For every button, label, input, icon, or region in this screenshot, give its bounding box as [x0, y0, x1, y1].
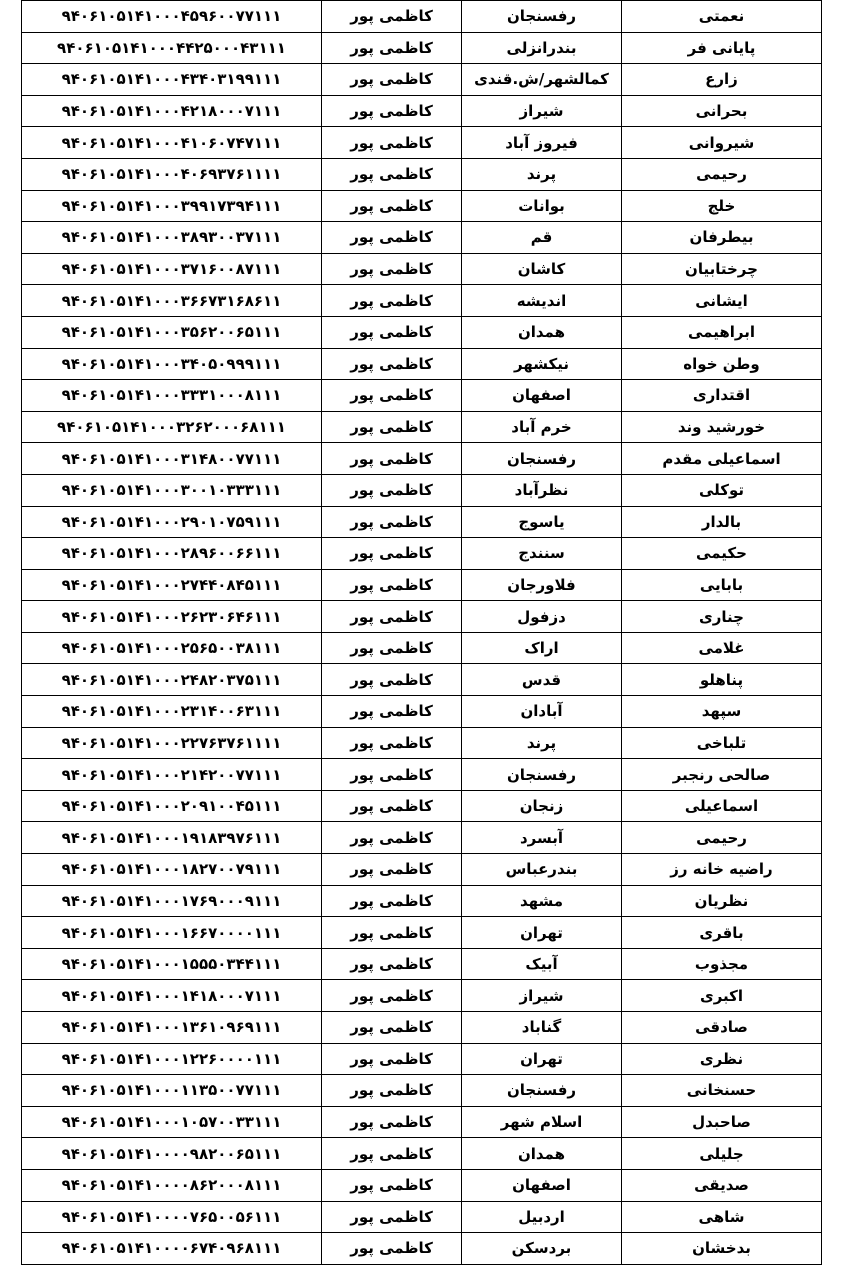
- table-row: [22, 316, 822, 348]
- name-cell: اکبری: [622, 980, 822, 1012]
- name-cell: نظریان: [622, 885, 822, 917]
- code-cell: ۹۴۰۶۱۰۵۱۴۱۰۰۰۴۲۱۸۰۰۰۷۱۱۱: [22, 95, 322, 127]
- table-row: [22, 632, 822, 664]
- city-cell: قدس: [462, 664, 622, 696]
- code-cell: ۹۴۰۶۱۰۵۱۴۱۰۰۰۲۱۴۲۰۰۷۷۱۱۱: [22, 759, 322, 791]
- surname-cell: کاظمی پور: [322, 158, 462, 190]
- surname-cell: کاظمی پور: [322, 1201, 462, 1233]
- table-row: [22, 854, 822, 886]
- surname-cell: کاظمی پور: [322, 32, 462, 64]
- surname-cell: کاظمی پور: [322, 1075, 462, 1107]
- table-row: [22, 1075, 822, 1107]
- table-row: [22, 348, 822, 380]
- surname-cell: کاظمی پور: [322, 316, 462, 348]
- code-cell: ۹۴۰۶۱۰۵۱۴۱۰۰۰۴۴۲۵۰۰۰۴۳۱۱۱: [22, 32, 322, 64]
- table-row: [22, 1, 822, 33]
- table-row: [22, 32, 822, 64]
- city-cell: آبسرد: [462, 822, 622, 854]
- table-row: [22, 222, 822, 254]
- surname-cell: کاظمی پور: [322, 790, 462, 822]
- document-sheet: [22, 0, 822, 1265]
- code-cell: ۹۴۰۶۱۰۵۱۴۱۰۰۰۴۰۶۹۳۷۶۱۱۱۱: [22, 158, 322, 190]
- code-cell: ۹۴۰۶۱۰۵۱۴۱۰۰۰۳۷۱۶۰۰۸۷۱۱۱: [22, 253, 322, 285]
- table-row: [22, 253, 822, 285]
- code-cell: ۹۴۰۶۱۰۵۱۴۱۰۰۰۳۰۰۱۰۳۳۳۱۱۱: [22, 474, 322, 506]
- surname-cell: کاظمی پور: [322, 759, 462, 791]
- table-row: [22, 380, 822, 412]
- table-row: [22, 1169, 822, 1201]
- code-cell: ۹۴۰۶۱۰۵۱۴۱۰۰۰۱۲۲۶۰۰۰۰۱۱۱: [22, 1043, 322, 1075]
- city-cell: زنجان: [462, 790, 622, 822]
- table-row: [22, 443, 822, 475]
- code-cell: ۹۴۰۶۱۰۵۱۴۱۰۰۰۲۵۶۵۰۰۳۸۱۱۱: [22, 632, 322, 664]
- surname-cell: کاظمی پور: [322, 1012, 462, 1044]
- surname-cell: کاظمی پور: [322, 411, 462, 443]
- name-cell: رحیمی: [622, 822, 822, 854]
- code-cell: ۹۴۰۶۱۰۵۱۴۱۰۰۰۱۷۶۹۰۰۰۹۱۱۱: [22, 885, 322, 917]
- city-cell: قم: [462, 222, 622, 254]
- surname-cell: کاظمی پور: [322, 506, 462, 538]
- surname-cell: کاظمی پور: [322, 1233, 462, 1265]
- surname-cell: کاظمی پور: [322, 664, 462, 696]
- city-cell: فیروز آباد: [462, 127, 622, 159]
- city-cell: آبیک: [462, 948, 622, 980]
- table-row: [22, 822, 822, 854]
- name-cell: باقری: [622, 917, 822, 949]
- city-cell: همدان: [462, 1138, 622, 1170]
- code-cell: ۹۴۰۶۱۰۵۱۴۱۰۰۰۲۶۲۳۰۶۴۶۱۱۱: [22, 601, 322, 633]
- city-cell: خرم آباد: [462, 411, 622, 443]
- surname-cell: کاظمی پور: [322, 854, 462, 886]
- code-cell: ۹۴۰۶۱۰۵۱۴۱۰۰۰۱۱۳۵۰۰۷۷۱۱۱: [22, 1075, 322, 1107]
- records-table: [21, 0, 822, 1265]
- code-cell: ۹۴۰۶۱۰۵۱۴۱۰۰۰۲۴۸۲۰۳۷۵۱۱۱: [22, 664, 322, 696]
- name-cell: غلامی: [622, 632, 822, 664]
- code-cell: ۹۴۰۶۱۰۵۱۴۱۰۰۰۳۴۰۵۰۹۹۹۱۱۱: [22, 348, 322, 380]
- name-cell: بیطرفان: [622, 222, 822, 254]
- name-cell: صاحبدل: [622, 1106, 822, 1138]
- table-row: [22, 790, 822, 822]
- surname-cell: کاظمی پور: [322, 348, 462, 380]
- city-cell: تهران: [462, 917, 622, 949]
- name-cell: بدخشان: [622, 1233, 822, 1265]
- table-row: [22, 1233, 822, 1265]
- code-cell: ۹۴۰۶۱۰۵۱۴۱۰۰۰۱۸۲۷۰۰۷۹۱۱۱: [22, 854, 322, 886]
- table-row: [22, 1012, 822, 1044]
- city-cell: رفسنجان: [462, 1, 622, 33]
- name-cell: صادقی: [622, 1012, 822, 1044]
- name-cell: بالدار: [622, 506, 822, 538]
- code-cell: ۹۴۰۶۱۰۵۱۴۱۰۰۰۲۸۹۶۰۰۶۶۱۱۱: [22, 538, 322, 570]
- code-cell: ۹۴۰۶۱۰۵۱۴۱۰۰۰۰۹۸۲۰۰۶۵۱۱۱: [22, 1138, 322, 1170]
- records-table-body: [22, 1, 822, 1265]
- city-cell: نیکشهر: [462, 348, 622, 380]
- table-row: [22, 190, 822, 222]
- table-row: [22, 664, 822, 696]
- table-row: [22, 158, 822, 190]
- surname-cell: کاظمی پور: [322, 1106, 462, 1138]
- name-cell: حسنخانی: [622, 1075, 822, 1107]
- surname-cell: کاظمی پور: [322, 917, 462, 949]
- code-cell: ۹۴۰۶۱۰۵۱۴۱۰۰۰۳۸۹۳۰۰۳۷۱۱۱: [22, 222, 322, 254]
- city-cell: کاشان: [462, 253, 622, 285]
- table-row: [22, 1138, 822, 1170]
- city-cell: گناباد: [462, 1012, 622, 1044]
- code-cell: ۹۴۰۶۱۰۵۱۴۱۰۰۰۳۱۴۸۰۰۷۷۱۱۱: [22, 443, 322, 475]
- table-row: [22, 1201, 822, 1233]
- name-cell: رحیمی: [622, 158, 822, 190]
- city-cell: مشهد: [462, 885, 622, 917]
- name-cell: صدیقی: [622, 1169, 822, 1201]
- surname-cell: کاظمی پور: [322, 443, 462, 475]
- name-cell: نظری: [622, 1043, 822, 1075]
- surname-cell: کاظمی پور: [322, 253, 462, 285]
- city-cell: شیراز: [462, 95, 622, 127]
- city-cell: رفسنجان: [462, 443, 622, 475]
- name-cell: جلیلی: [622, 1138, 822, 1170]
- surname-cell: کاظمی پور: [322, 632, 462, 664]
- name-cell: اسماعیلی: [622, 790, 822, 822]
- name-cell: بحرانی: [622, 95, 822, 127]
- code-cell: ۹۴۰۶۱۰۵۱۴۱۰۰۰۴۵۹۶۰۰۷۷۱۱۱: [22, 1, 322, 33]
- name-cell: سپهد: [622, 696, 822, 728]
- surname-cell: کاظمی پور: [322, 948, 462, 980]
- table-row: [22, 538, 822, 570]
- city-cell: پرند: [462, 727, 622, 759]
- table-row: [22, 285, 822, 317]
- table-row: [22, 506, 822, 538]
- table-row: [22, 601, 822, 633]
- city-cell: آبادان: [462, 696, 622, 728]
- city-cell: شیراز: [462, 980, 622, 1012]
- table-row: [22, 569, 822, 601]
- city-cell: کمالشهر/ش.قندی: [462, 64, 622, 96]
- code-cell: ۹۴۰۶۱۰۵۱۴۱۰۰۰۰۶۷۴۰۹۶۸۱۱۱: [22, 1233, 322, 1265]
- code-cell: ۹۴۰۶۱۰۵۱۴۱۰۰۰۱۰۵۷۰۰۳۳۱۱۱: [22, 1106, 322, 1138]
- surname-cell: کاظمی پور: [322, 822, 462, 854]
- surname-cell: کاظمی پور: [322, 980, 462, 1012]
- table-row: [22, 727, 822, 759]
- table-row: [22, 474, 822, 506]
- name-cell: تلباخی: [622, 727, 822, 759]
- name-cell: ایشانی: [622, 285, 822, 317]
- surname-cell: کاظمی پور: [322, 1043, 462, 1075]
- city-cell: بردسکن: [462, 1233, 622, 1265]
- code-cell: ۹۴۰۶۱۰۵۱۴۱۰۰۰۳۵۶۲۰۰۶۵۱۱۱: [22, 316, 322, 348]
- code-cell: ۹۴۰۶۱۰۵۱۴۱۰۰۰۰۸۶۲۰۰۰۸۱۱۱: [22, 1169, 322, 1201]
- name-cell: مجذوب: [622, 948, 822, 980]
- surname-cell: کاظمی پور: [322, 538, 462, 570]
- code-cell: ۹۴۰۶۱۰۵۱۴۱۰۰۰۳۹۹۱۷۳۹۴۱۱۱: [22, 190, 322, 222]
- city-cell: رفسنجان: [462, 759, 622, 791]
- city-cell: بوانات: [462, 190, 622, 222]
- surname-cell: کاظمی پور: [322, 885, 462, 917]
- name-cell: اسماعیلی مقدم: [622, 443, 822, 475]
- code-cell: ۹۴۰۶۱۰۵۱۴۱۰۰۰۲۷۴۴۰۸۴۵۱۱۱: [22, 569, 322, 601]
- name-cell: پایانی فر: [622, 32, 822, 64]
- table-row: [22, 1106, 822, 1138]
- surname-cell: کاظمی پور: [322, 222, 462, 254]
- city-cell: نظرآباد: [462, 474, 622, 506]
- surname-cell: کاظمی پور: [322, 1169, 462, 1201]
- name-cell: وطن خواه: [622, 348, 822, 380]
- code-cell: ۹۴۰۶۱۰۵۱۴۱۰۰۰۳۳۳۱۰۰۰۸۱۱۱: [22, 380, 322, 412]
- name-cell: شاهی: [622, 1201, 822, 1233]
- surname-cell: کاظمی پور: [322, 190, 462, 222]
- name-cell: اقتداری: [622, 380, 822, 412]
- table-row: [22, 95, 822, 127]
- table-row: [22, 411, 822, 443]
- surname-cell: کاظمی پور: [322, 727, 462, 759]
- code-cell: ۹۴۰۶۱۰۵۱۴۱۰۰۰۲۳۱۴۰۰۶۳۱۱۱: [22, 696, 322, 728]
- city-cell: اردبیل: [462, 1201, 622, 1233]
- name-cell: حکیمی: [622, 538, 822, 570]
- surname-cell: کاظمی پور: [322, 127, 462, 159]
- table-row: [22, 948, 822, 980]
- name-cell: خلج: [622, 190, 822, 222]
- code-cell: ۹۴۰۶۱۰۵۱۴۱۰۰۰۲۹۰۱۰۷۵۹۱۱۱: [22, 506, 322, 538]
- name-cell: چناری: [622, 601, 822, 633]
- table-row: [22, 980, 822, 1012]
- code-cell: ۹۴۰۶۱۰۵۱۴۱۰۰۰۳۶۶۷۳۱۶۸۶۱۱: [22, 285, 322, 317]
- code-cell: ۹۴۰۶۱۰۵۱۴۱۰۰۰۲۲۷۶۳۷۶۱۱۱۱: [22, 727, 322, 759]
- city-cell: یاسوج: [462, 506, 622, 538]
- name-cell: نعمتی: [622, 1, 822, 33]
- city-cell: تهران: [462, 1043, 622, 1075]
- table-row: [22, 759, 822, 791]
- city-cell: اصفهان: [462, 1169, 622, 1201]
- table-row: [22, 127, 822, 159]
- code-cell: ۹۴۰۶۱۰۵۱۴۱۰۰۰۱۹۱۸۳۹۷۶۱۱۱: [22, 822, 322, 854]
- table-row: [22, 696, 822, 728]
- name-cell: خورشید وند: [622, 411, 822, 443]
- city-cell: پرند: [462, 158, 622, 190]
- name-cell: بابایی: [622, 569, 822, 601]
- surname-cell: کاظمی پور: [322, 64, 462, 96]
- code-cell: ۹۴۰۶۱۰۵۱۴۱۰۰۰۰۷۶۵۰۰۵۶۱۱۱: [22, 1201, 322, 1233]
- city-cell: اندیشه: [462, 285, 622, 317]
- city-cell: اراک: [462, 632, 622, 664]
- table-row: [22, 64, 822, 96]
- code-cell: ۹۴۰۶۱۰۵۱۴۱۰۰۰۱۶۶۷۰۰۰۰۱۱۱: [22, 917, 322, 949]
- table-row: [22, 885, 822, 917]
- city-cell: بندرعباس: [462, 854, 622, 886]
- surname-cell: کاظمی پور: [322, 95, 462, 127]
- surname-cell: کاظمی پور: [322, 474, 462, 506]
- code-cell: ۹۴۰۶۱۰۵۱۴۱۰۰۰۴۱۰۶۰۷۴۷۱۱۱: [22, 127, 322, 159]
- city-cell: دزفول: [462, 601, 622, 633]
- name-cell: توکلی: [622, 474, 822, 506]
- name-cell: ابراهیمی: [622, 316, 822, 348]
- surname-cell: کاظمی پور: [322, 285, 462, 317]
- surname-cell: کاظمی پور: [322, 601, 462, 633]
- code-cell: ۹۴۰۶۱۰۵۱۴۱۰۰۰۴۳۴۰۳۱۹۹۱۱۱: [22, 64, 322, 96]
- name-cell: صالحی رنجبر: [622, 759, 822, 791]
- city-cell: اصفهان: [462, 380, 622, 412]
- table-row: [22, 1043, 822, 1075]
- surname-cell: کاظمی پور: [322, 696, 462, 728]
- name-cell: چرختابیان: [622, 253, 822, 285]
- code-cell: ۹۴۰۶۱۰۵۱۴۱۰۰۰۲۰۹۱۰۰۴۵۱۱۱: [22, 790, 322, 822]
- code-cell: ۹۴۰۶۱۰۵۱۴۱۰۰۰۱۳۶۱۰۹۶۹۱۱۱: [22, 1012, 322, 1044]
- surname-cell: کاظمی پور: [322, 1, 462, 33]
- city-cell: فلاورجان: [462, 569, 622, 601]
- name-cell: شیروانی: [622, 127, 822, 159]
- name-cell: پناهلو: [622, 664, 822, 696]
- surname-cell: کاظمی پور: [322, 380, 462, 412]
- code-cell: ۹۴۰۶۱۰۵۱۴۱۰۰۰۱۴۱۸۰۰۰۷۱۱۱: [22, 980, 322, 1012]
- code-cell: ۹۴۰۶۱۰۵۱۴۱۰۰۰۳۲۶۲۰۰۰۶۸۱۱۱: [22, 411, 322, 443]
- city-cell: رفسنجان: [462, 1075, 622, 1107]
- name-cell: راضیه خانه رز: [622, 854, 822, 886]
- surname-cell: کاظمی پور: [322, 569, 462, 601]
- city-cell: اسلام شهر: [462, 1106, 622, 1138]
- name-cell: زارع: [622, 64, 822, 96]
- table-row: [22, 917, 822, 949]
- surname-cell: کاظمی پور: [322, 1138, 462, 1170]
- city-cell: بندرانزلی: [462, 32, 622, 64]
- city-cell: همدان: [462, 316, 622, 348]
- city-cell: سنندج: [462, 538, 622, 570]
- code-cell: ۹۴۰۶۱۰۵۱۴۱۰۰۰۱۵۵۵۰۳۴۴۱۱۱: [22, 948, 322, 980]
